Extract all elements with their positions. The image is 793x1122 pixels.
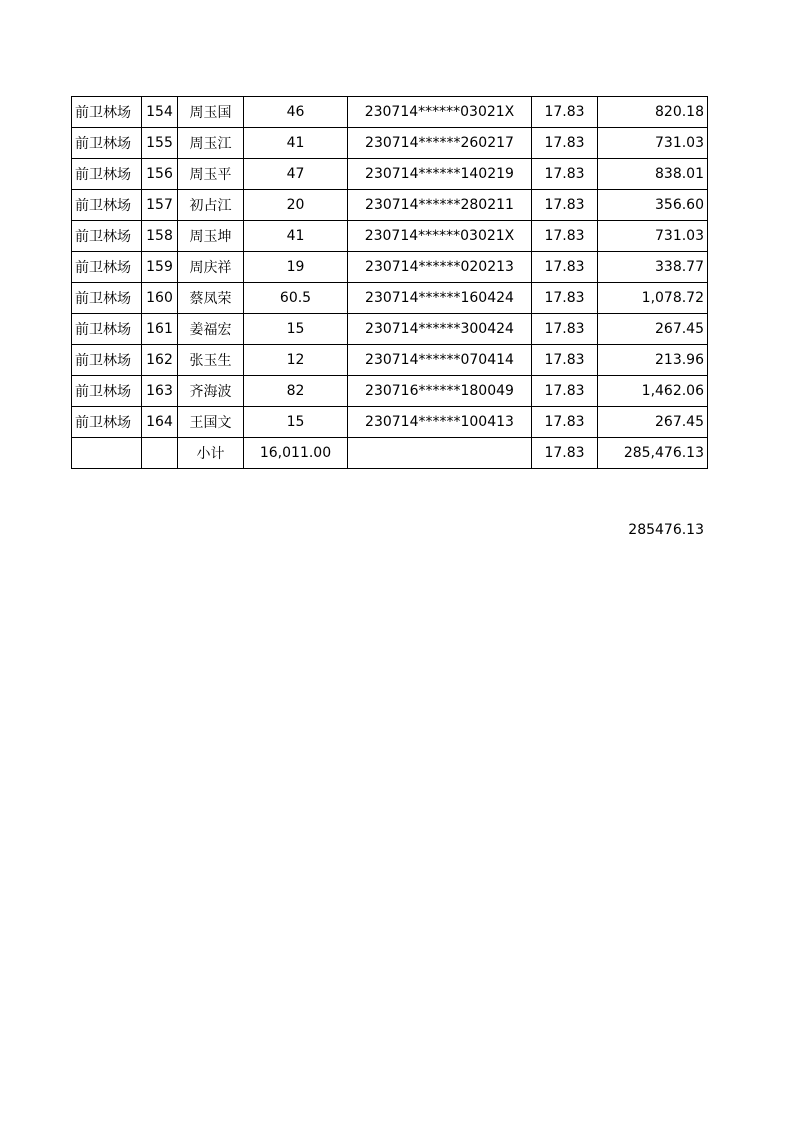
- unit-cell: 前卫林场: [72, 376, 142, 407]
- id-number-cell: 230714******160424: [348, 283, 532, 314]
- number-cell: 157: [142, 190, 178, 221]
- table-body: [72, 97, 708, 469]
- subtotal-row: [72, 438, 708, 469]
- price-cell: 17.83: [532, 376, 598, 407]
- amount-cell: 338.77: [598, 252, 708, 283]
- area-cell: 41: [244, 128, 348, 159]
- number-cell: 156: [142, 159, 178, 190]
- id-number-cell: 230714******020213: [348, 252, 532, 283]
- price-cell: 17.83: [532, 128, 598, 159]
- price-cell: 17.83: [532, 221, 598, 252]
- table-row: [72, 314, 708, 345]
- area-cell: 12: [244, 345, 348, 376]
- number-cell: 160: [142, 283, 178, 314]
- table-row: [72, 283, 708, 314]
- id-number-cell: 230714******070414: [348, 345, 532, 376]
- amount-cell: 820.18: [598, 97, 708, 128]
- amount-cell: 731.03: [598, 221, 708, 252]
- name-cell: 周玉坤: [178, 221, 244, 252]
- area-cell: 15: [244, 407, 348, 438]
- table-row: [72, 221, 708, 252]
- area-cell: 47: [244, 159, 348, 190]
- amount-cell: 356.60: [598, 190, 708, 221]
- number-cell: 162: [142, 345, 178, 376]
- name-cell: 齐海波: [178, 376, 244, 407]
- number-cell: 164: [142, 407, 178, 438]
- name-cell: 周庆祥: [178, 252, 244, 283]
- number-cell: 159: [142, 252, 178, 283]
- price-cell: 17.83: [532, 314, 598, 345]
- amount-cell: 267.45: [598, 314, 708, 345]
- area-cell: 15: [244, 314, 348, 345]
- unit-cell: 前卫林场: [72, 345, 142, 376]
- amount-cell: 731.03: [598, 128, 708, 159]
- number-cell: 161: [142, 314, 178, 345]
- table-row: [72, 190, 708, 221]
- name-cell: 姜福宏: [178, 314, 244, 345]
- amount-cell: 213.96: [598, 345, 708, 376]
- name-cell: 张玉生: [178, 345, 244, 376]
- area-cell: 60.5: [244, 283, 348, 314]
- grand-total: 285476.13: [628, 522, 704, 538]
- unit-cell: 前卫林场: [72, 314, 142, 345]
- table-row: [72, 97, 708, 128]
- subtotal-price: 17.83: [532, 438, 598, 469]
- unit-cell: 前卫林场: [72, 407, 142, 438]
- number-cell: 163: [142, 376, 178, 407]
- table-row: [72, 159, 708, 190]
- price-cell: 17.83: [532, 283, 598, 314]
- subtotal-label: 小计: [178, 438, 244, 469]
- price-cell: 17.83: [532, 190, 598, 221]
- id-number-cell: 230714******140219: [348, 159, 532, 190]
- table-row: [72, 252, 708, 283]
- unit-cell: 前卫林场: [72, 190, 142, 221]
- id-number-cell: 230716******180049: [348, 376, 532, 407]
- price-cell: 17.83: [532, 159, 598, 190]
- price-cell: 17.83: [532, 407, 598, 438]
- subsidy-table: [71, 96, 708, 469]
- number-cell: 154: [142, 97, 178, 128]
- unit-cell: 前卫林场: [72, 283, 142, 314]
- id-number-cell: 230714******260217: [348, 128, 532, 159]
- table-row: [72, 376, 708, 407]
- table-row: [72, 128, 708, 159]
- id-number-cell: 230714******300424: [348, 314, 532, 345]
- subtotal-number-cell: [142, 438, 178, 469]
- amount-cell: 838.01: [598, 159, 708, 190]
- subtotal-amount: 285,476.13: [598, 438, 708, 469]
- id-number-cell: 230714******280211: [348, 190, 532, 221]
- table-row: [72, 345, 708, 376]
- amount-cell: 267.45: [598, 407, 708, 438]
- area-cell: 20: [244, 190, 348, 221]
- price-cell: 17.83: [532, 252, 598, 283]
- id-number-cell: 230714******03021X: [348, 97, 532, 128]
- price-cell: 17.83: [532, 97, 598, 128]
- name-cell: 王国文: [178, 407, 244, 438]
- amount-cell: 1,462.06: [598, 376, 708, 407]
- unit-cell: 前卫林场: [72, 159, 142, 190]
- table-row: [72, 407, 708, 438]
- number-cell: 155: [142, 128, 178, 159]
- subtotal-area: 16,011.00: [244, 438, 348, 469]
- subtotal-unit-cell: [72, 438, 142, 469]
- amount-cell: 1,078.72: [598, 283, 708, 314]
- unit-cell: 前卫林场: [72, 97, 142, 128]
- name-cell: 周玉国: [178, 97, 244, 128]
- name-cell: 周玉江: [178, 128, 244, 159]
- area-cell: 41: [244, 221, 348, 252]
- name-cell: 蔡凤荣: [178, 283, 244, 314]
- unit-cell: 前卫林场: [72, 221, 142, 252]
- number-cell: 158: [142, 221, 178, 252]
- area-cell: 82: [244, 376, 348, 407]
- subtotal-id-cell: [348, 438, 532, 469]
- area-cell: 46: [244, 97, 348, 128]
- id-number-cell: 230714******100413: [348, 407, 532, 438]
- id-number-cell: 230714******03021X: [348, 221, 532, 252]
- unit-cell: 前卫林场: [72, 252, 142, 283]
- unit-cell: 前卫林场: [72, 128, 142, 159]
- name-cell: 周玉平: [178, 159, 244, 190]
- price-cell: 17.83: [532, 345, 598, 376]
- name-cell: 初占江: [178, 190, 244, 221]
- area-cell: 19: [244, 252, 348, 283]
